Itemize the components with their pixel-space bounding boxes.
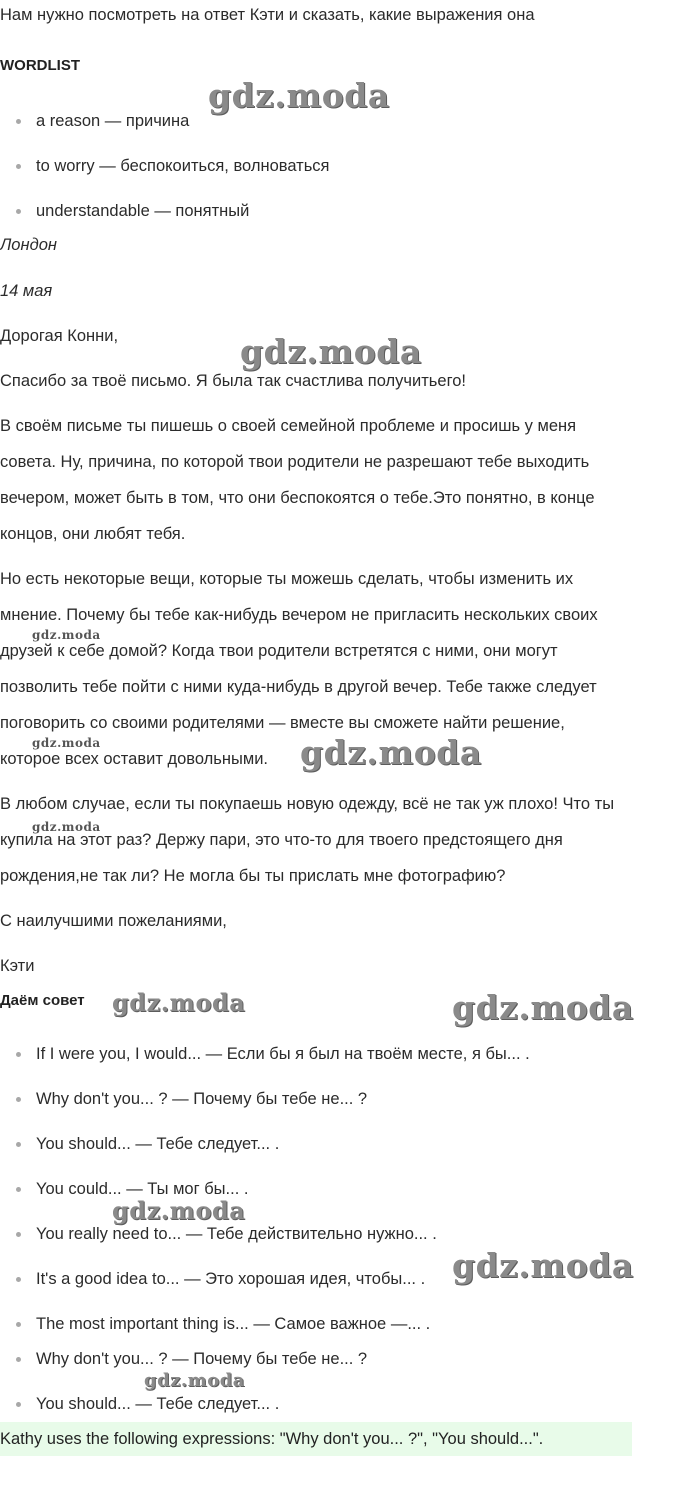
paragraph-line: концов, они любят тебя.: [0, 525, 186, 543]
advice-item: The most important thing is... — Самое важное —... .: [36, 1315, 431, 1333]
letter-signature: Кэти: [0, 957, 35, 975]
watermark: gdz.moda: [240, 332, 422, 371]
letter-paragraph-4: [0, 786, 680, 894]
bullet: [16, 1357, 21, 1362]
advice-item: Why don't you... ? — Почему бы тебе не... ?: [36, 1090, 368, 1108]
bullet: [16, 1142, 21, 1147]
wordlist-item: a reason — причина: [36, 112, 190, 130]
advice-heading: Даём совет: [0, 992, 85, 1009]
watermark: gdz.moda: [112, 1196, 246, 1225]
watermark: gdz.moda: [300, 733, 482, 772]
advice-item: If I were you, I would... — Если бы я был на твоём месте, я бы... .: [36, 1045, 530, 1063]
wordlist-heading: WORDLIST: [0, 57, 80, 74]
paragraph-line: купила на этот раз? Держу пари, это что-то для твоего предстоящего дня: [0, 831, 563, 849]
advice-item: You really need to... — Тебе действительно нужно... .: [36, 1225, 437, 1243]
bullet: [16, 119, 21, 124]
bullet: [16, 1277, 21, 1282]
watermark: gdz.moda: [144, 1370, 245, 1391]
watermark: gdz.moda: [112, 988, 246, 1017]
bullet: [16, 1402, 21, 1407]
letter-date: 14 мая: [0, 282, 53, 300]
bullet: [16, 1232, 21, 1237]
letter-greeting: Дорогая Конни,: [0, 327, 119, 345]
advice-item: You should... — Тебе следует... .: [36, 1135, 280, 1153]
watermark: gdz.moda: [452, 988, 634, 1027]
watermark: gdz.moda: [32, 736, 101, 750]
advice-item: You could... — Ты мог бы... .: [36, 1180, 249, 1198]
watermark: gdz.moda: [208, 76, 390, 115]
watermark: gdz.moda: [32, 820, 101, 834]
wordlist-item: understandable — понятный: [36, 202, 250, 220]
wordlist-item: to worry — беспокоиться, волноваться: [36, 157, 330, 175]
bullet: [16, 1052, 21, 1057]
intro-text: Нам нужно посмотреть на ответ Кэти и сказать, какие выражения она: [0, 6, 535, 24]
paragraph-line: мнение. Почему бы тебе как-нибудь вечером не пригласить нескольких своих: [0, 606, 598, 624]
bullet: [16, 1097, 21, 1102]
paragraph-line: В любом случае, если ты покупаешь новую одежду, всё не так уж плохо! Что ты: [0, 795, 615, 813]
paragraph-line: совета. Ну, причина, по которой твои родители не разрешают тебе выходить: [0, 453, 590, 471]
watermark: gdz.moda: [452, 1246, 634, 1285]
bullet: [16, 164, 21, 169]
advice-item: It's a good idea to... — Это хорошая идея, чтобы... .: [36, 1270, 426, 1288]
bullet: [16, 209, 21, 214]
letter-paragraph-1: Спасибо за твоё письмо. Я была так счастлива получитьего!: [0, 372, 466, 390]
letter-closing: С наилучшими пожеланиями,: [0, 912, 227, 930]
paragraph-line: друзей к себе домой? Когда твои родители встретятся с ними, они могут: [0, 642, 558, 660]
advice-item: You should... — Тебе следует... .: [36, 1395, 280, 1413]
advice-item: Why don't you... ? — Почему бы тебе не... ?: [36, 1350, 368, 1368]
paragraph-line: Но есть некоторые вещи, которые ты можешь сделать, чтобы изменить их: [0, 570, 574, 588]
paragraph-line: В своём письме ты пишешь о своей семейной проблеме и просишь у меня: [0, 417, 577, 435]
bullet: [16, 1322, 21, 1327]
letter-paragraph-2: [0, 408, 680, 552]
paragraph-line: поговорить со своими родителями — вместе вы сможете найти решение,: [0, 714, 565, 732]
paragraph-line: позволить тебе пойти с ними куда-нибудь в другой вечер. Тебе также следует: [0, 678, 597, 696]
watermark: gdz.moda: [32, 628, 101, 642]
answer-box: Kathy uses the following expressions: "Why don't you... ?", "You should...".: [0, 1422, 632, 1456]
letter-city: Лондон: [0, 236, 57, 254]
paragraph-line: рождения,не так ли? Не могла бы ты прислать мне фотографию?: [0, 867, 506, 885]
bullet: [16, 1187, 21, 1192]
paragraph-line: вечером, может быть в том, что они беспокоятся о тебе.Это понятно, в конце: [0, 489, 595, 507]
paragraph-line: которое всех оставит довольными.: [0, 750, 268, 768]
